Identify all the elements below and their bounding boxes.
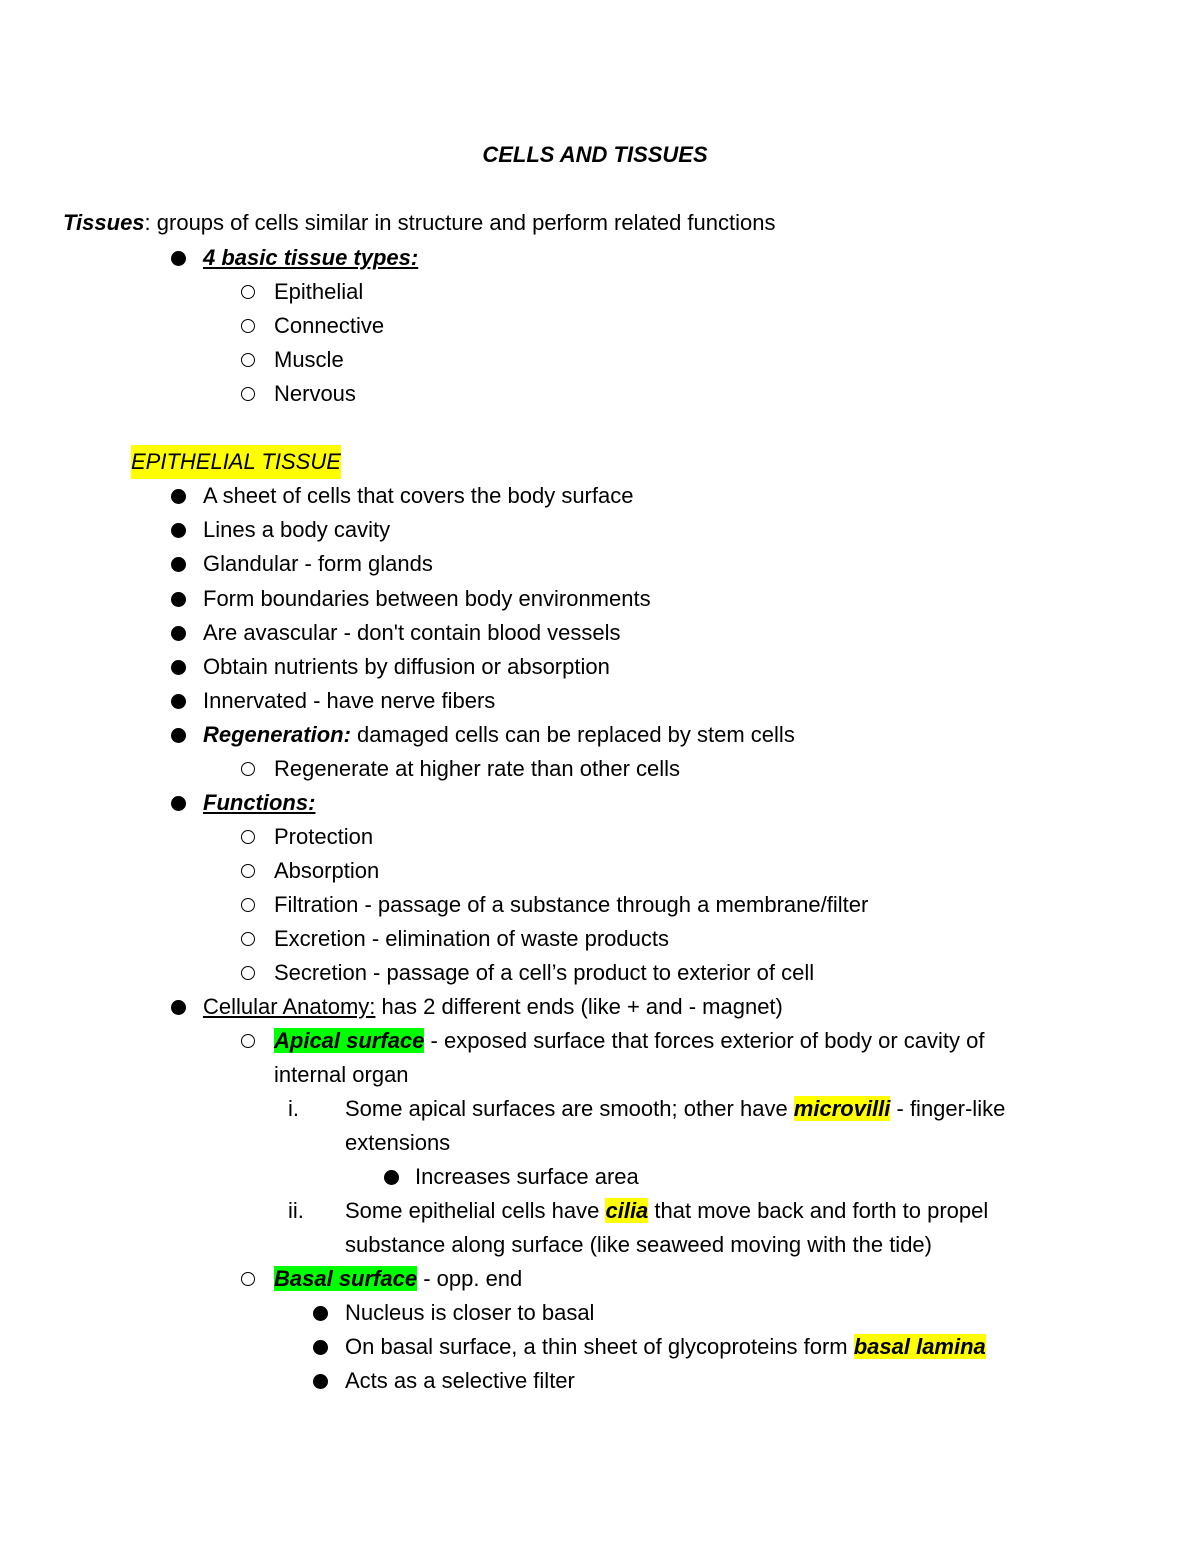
bullet-icon (171, 1000, 186, 1015)
hollow-bullet-icon (241, 387, 255, 401)
bullet-icon (171, 626, 186, 641)
regeneration-text: damaged cells can be replaced by stem cells (350, 722, 795, 747)
hollow-bullet-icon (241, 864, 255, 878)
basal-text: - opp. end (417, 1266, 523, 1291)
bullet-icon (384, 1170, 399, 1185)
roman-numeral: i. (288, 1096, 299, 1121)
lamina-term: basal lamina (853, 1334, 986, 1359)
bullet-icon (171, 592, 186, 607)
apical-text: - exposed surface that forces exterior of body or cavity of (424, 1028, 985, 1053)
hollow-bullet-icon (241, 353, 255, 367)
hollow-bullet-icon (241, 1034, 255, 1048)
hollow-bullet-icon (241, 898, 255, 912)
tissue-type: Nervous (274, 381, 356, 406)
microvilli-line2: extensions (345, 1130, 451, 1155)
section-heading: EPITHELIAL TISSUE (131, 445, 341, 479)
lamina-before: On basal surface, a thin sheet of glycoproteins form (345, 1334, 854, 1359)
microvilli-after: - finger-like (890, 1096, 1006, 1121)
cilia-line2: substance along surface (like seaweed moving with the tide) (345, 1232, 932, 1257)
bullet-icon (171, 660, 186, 675)
cilia-term: cilia (605, 1198, 649, 1223)
apical-text-line2: internal organ (274, 1062, 409, 1087)
basal-bullet: Acts as a selective filter (345, 1368, 575, 1393)
bullet-icon (313, 1374, 328, 1389)
bullet-icon (313, 1306, 328, 1321)
hollow-bullet-icon (241, 319, 255, 333)
tissue-type: Connective (274, 313, 385, 338)
bullet-icon (171, 523, 186, 538)
hollow-bullet-icon (241, 966, 255, 980)
bullet-icon (171, 251, 186, 266)
epithelial-point: Are avascular - don't contain blood vessels (203, 620, 621, 645)
bullet-icon (171, 796, 186, 811)
hollow-bullet-icon (241, 830, 255, 844)
hollow-bullet-icon (241, 1272, 255, 1286)
epithelial-point: Form boundaries between body environments (203, 586, 651, 611)
functions-label: Functions: (203, 790, 316, 815)
basal-bullet: Nucleus is closer to basal (345, 1300, 595, 1325)
cilia-before: Some epithelial cells have (345, 1198, 606, 1223)
hollow-bullet-icon (241, 932, 255, 946)
epithelial-point: Obtain nutrients by diffusion or absorption (203, 654, 610, 679)
tissues-term: Tissues (63, 210, 145, 235)
hollow-bullet-icon (241, 762, 255, 776)
roman-numeral: ii. (288, 1198, 304, 1223)
bullet-icon (313, 1340, 328, 1355)
bullet-icon (171, 489, 186, 504)
bullet-icon (171, 694, 186, 709)
function-item: Excretion - elimination of waste products (274, 926, 669, 951)
page-title: CELLS AND TISSUES (482, 142, 708, 167)
microvilli-bullet: Increases surface area (415, 1164, 639, 1189)
function-item: Secretion - passage of a cell’s product to exterior of cell (274, 960, 815, 985)
bullet-icon (171, 728, 186, 743)
tissue-type: Epithelial (274, 279, 364, 304)
epithelial-point: Glandular - form glands (203, 551, 433, 576)
basal-term: Basal surface (274, 1266, 418, 1291)
basic-types-label: 4 basic tissue types: (203, 245, 419, 270)
cilia-after: that move back and forth to propel (648, 1198, 989, 1223)
regeneration-label: Regeneration: (203, 722, 351, 747)
microvilli-before: Some apical surfaces are smooth; other have (345, 1096, 794, 1121)
microvilli-term: microvilli (793, 1096, 891, 1121)
function-item: Absorption (274, 858, 380, 883)
hollow-bullet-icon (241, 285, 255, 299)
bullet-icon (171, 557, 186, 572)
anatomy-label: Cellular Anatomy: (203, 994, 376, 1019)
tissues-definition-text: : groups of cells similar in structure and perform related functions (144, 210, 776, 235)
tissue-type: Muscle (274, 347, 344, 372)
apical-term: Apical surface (274, 1028, 425, 1053)
anatomy-text: has 2 different ends (like + and - magnet) (375, 994, 783, 1019)
epithelial-point: A sheet of cells that covers the body surface (203, 483, 634, 508)
epithelial-point: Innervated - have nerve fibers (203, 688, 496, 713)
epithelial-point: Lines a body cavity (203, 517, 391, 542)
regeneration-sub: Regenerate at higher rate than other cells (274, 756, 681, 781)
function-item: Filtration - passage of a substance through a membrane/filter (274, 892, 869, 917)
function-item: Protection (274, 824, 374, 849)
